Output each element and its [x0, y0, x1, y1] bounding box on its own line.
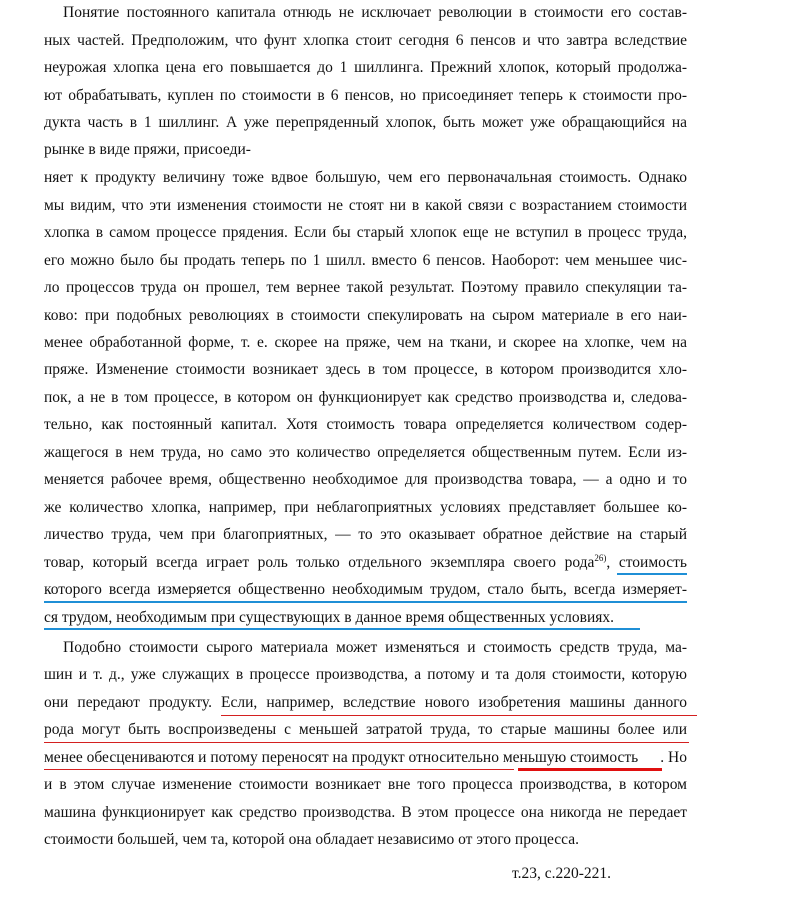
- text-line: менее обработанной форме, т. е. скорее на пряже, чем на ткани, и скорее на хлопке, чем на: [44, 334, 687, 351]
- text-line: мы видим, что эти изменения стоимости не стоят ни в какой связи с возрастанием стоимости: [44, 197, 687, 214]
- text-line: ково: при подобных революциях в стоимости спекулировать на сыром материале в его наи-: [44, 307, 687, 324]
- text-line: машина функционирует как средство производства. В этом процессе она никогда не передает: [44, 804, 687, 821]
- text-line: ло процессов труда он прошел, тем вернее такой результат. Поэтому правило спекуляции та-: [44, 279, 687, 296]
- text-line: няет к продукту величину тоже вдвое большую, чем его первоначальная стоимость. Однако: [44, 169, 687, 186]
- text-line: хлопка в самом процессе прядения. Если бы старый хлопок еще не вступил в процесс труда,: [44, 224, 687, 241]
- text-line: Понятие постоянного капитала отнюдь не исключает революции в стоимости его состав-: [63, 4, 687, 21]
- text-line: пряже. Изменение стоимости возникает здесь в том процессе, в котором производится хло-: [44, 361, 687, 378]
- text-line: же количество хлопка, например, при неблагоприятных условиях представляет большее ко-: [44, 499, 687, 516]
- text-line: личество труда, чем при благоприятных, — то это оказывает обратное действие на старый: [44, 526, 687, 543]
- text-line: Подобно стоимости сырого материала может изменяться и стоимость средств труда, ма-: [63, 639, 687, 656]
- highlighted-text-line: которого всегда измеряется общественно необходимым трудом, стало быть, всегда измеряет-: [44, 581, 687, 598]
- text-line: [44, 553, 687, 573]
- emphasized-text: меньшую стоимость: [502, 749, 639, 766]
- text-line: пок, а не в том процессе, в котором он функционирует как средство производства и, следова-: [44, 389, 687, 406]
- text-line: рынке в виде пряжи, присоеди-: [44, 141, 251, 158]
- red-underline-1: [221, 715, 697, 716]
- text-line: [44, 748, 687, 768]
- text-line: его можно было бы продать теперь по 1 шилл. вместо 6 пенсов. Наоборот: чем меньшее чис-: [44, 252, 687, 269]
- footnote-reference[interactable]: 26): [594, 553, 607, 563]
- highlighted-text-line: ся трудом, необходимым при существующих в данное время общественных условиях.: [44, 609, 615, 626]
- text-line: жащегося в нем труда, но само это количество определяется общественным путем. Если из-: [44, 444, 687, 461]
- text-segment: . Но: [660, 749, 687, 766]
- text-line: и в этом случае изменение стоимости возникает вне того процесса производства, в котором: [44, 776, 687, 793]
- highlighted-text-start: , стоимость: [606, 554, 687, 571]
- red-underline-2: [44, 742, 689, 743]
- text-line: дукта часть в 1 шиллинг. А уже перепряденный хлопок, быть может уже обращающийся на: [44, 114, 687, 131]
- text-line: ных частей. Предположим, что фунт хлопка стоит сегодня 6 пенсов и что завтра вследствие: [44, 32, 687, 49]
- text-line: они передают продукту. Если, например, вследствие нового изобретения машины данного: [44, 694, 687, 711]
- text-line: стоимости большей, чем та, которой она обладает независимо от этого процесса.: [44, 831, 579, 848]
- text-line: тельно, как постоянный капитал. Хотя стоимость товара определяется количеством содер-: [44, 416, 687, 433]
- text-line: неурожая хлопка цена его повышается до 1 шиллинга. Прежний хлопок, который продолжа-: [44, 59, 687, 76]
- blue-underline-1: [617, 573, 687, 575]
- red-underline-3: [44, 769, 514, 770]
- blue-underline-2: [44, 601, 687, 603]
- text-line: рода могут быть воспроизведены с меньшей затратой труда, то старые машины более или: [44, 721, 687, 738]
- blue-underline-3: [44, 628, 640, 630]
- source-citation: т.23, с.220-221.: [512, 865, 612, 882]
- highlighted-text: менее обесцениваются и потому переносят на продукт относительно: [44, 749, 503, 766]
- text-line: шин и т. д., уже служащих в процессе производства, а потому и та доля стоимости, которую: [44, 666, 687, 683]
- red-bold-underline: [518, 768, 662, 771]
- text-segment: товар, который всегда играет роль только отдельного экземпляра своего рода: [44, 554, 595, 571]
- text-line: меняется рабочее время, общественно необходимое для производства товара, — а одно и то: [44, 471, 687, 488]
- text-line: ют обрабатывать, куплен по стоимости в 6 пенсов, но присоединяет теперь к стоимости про-: [44, 87, 687, 104]
